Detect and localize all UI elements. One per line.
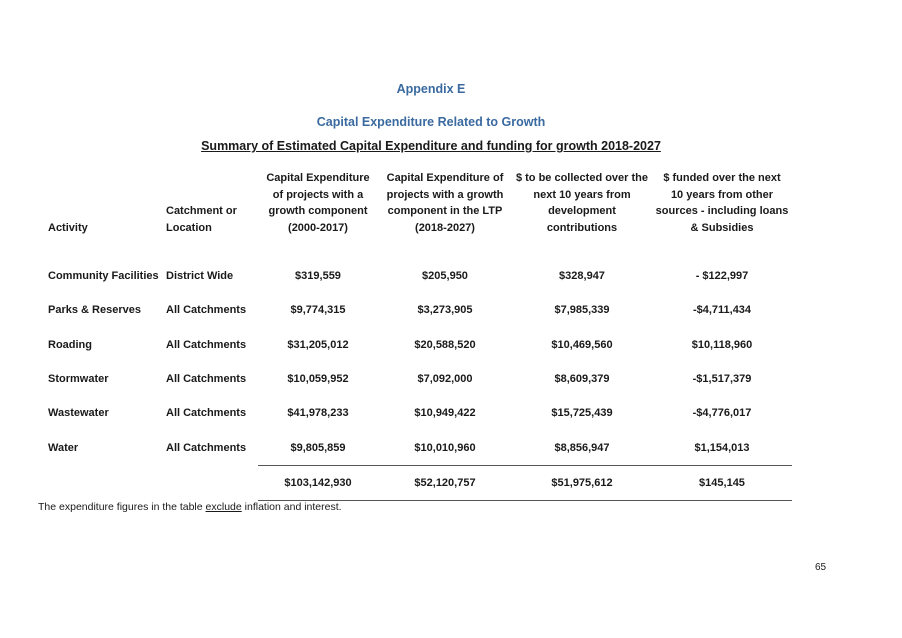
- empty-cell: [162, 465, 258, 500]
- value-cell: -$1,517,379: [692, 373, 752, 386]
- column-header-2: [258, 164, 378, 239]
- table-body: [44, 239, 792, 500]
- column-header-line: Capital Expenditure: [266, 172, 370, 184]
- value-cell: $10,010,960: [414, 441, 476, 454]
- table-row: [44, 430, 792, 465]
- column-header-line: Catchment or: [166, 205, 237, 217]
- table-row: [44, 362, 792, 396]
- table-row: [44, 396, 792, 430]
- column-header-line: of projects with a: [272, 188, 364, 201]
- column-header-4: [512, 164, 652, 239]
- activity-cell: Roading: [48, 338, 92, 351]
- value-cell: $41,978,233: [287, 407, 349, 420]
- value-cell: $8,856,947: [554, 441, 610, 454]
- column-header-line: Location: [166, 221, 212, 234]
- column-header-line: & Subsidies: [690, 221, 754, 234]
- column-header-line: component in the LTP: [387, 205, 503, 217]
- value-cell: $7,985,339: [554, 304, 610, 317]
- column-header-line: (2018-2027): [415, 221, 475, 234]
- totals-row: [44, 465, 792, 500]
- value-cell: $10,059,952: [287, 373, 349, 386]
- value-cell: $10,469,560: [551, 338, 613, 351]
- table-row: [44, 259, 792, 293]
- value-cell: $3,273,905: [417, 304, 473, 317]
- activity-cell: Parks & Reserves: [48, 304, 141, 317]
- value-cell: $328,947: [559, 270, 605, 283]
- value-cell: $205,950: [422, 270, 468, 283]
- column-header-line: development: [548, 205, 616, 217]
- column-header-line: 10 years from other: [670, 188, 774, 201]
- value-cell: $7,092,000: [417, 373, 473, 386]
- location-cell: District Wide: [166, 270, 234, 283]
- activity-cell: Stormwater: [48, 373, 109, 386]
- page-number: 65: [815, 562, 827, 573]
- value-cell: $31,205,012: [287, 338, 349, 351]
- value-cell: $9,774,315: [290, 304, 346, 317]
- empty-cell: [44, 465, 162, 500]
- column-header-line: next 10 years from: [533, 188, 631, 201]
- value-cell: $1,154,013: [694, 441, 750, 454]
- value-cell: - $122,997: [695, 270, 749, 283]
- total-cell: $145,145: [652, 465, 792, 500]
- value-cell: $10,118,960: [691, 338, 753, 351]
- activity-cell: Wastewater: [48, 407, 109, 420]
- activity-cell: Water: [48, 441, 79, 454]
- location-cell: All Catchments: [166, 441, 247, 454]
- footnote-emphasis: exclude: [205, 501, 242, 513]
- table-row: [44, 328, 792, 362]
- section-title: Capital Expenditure Related to Growth: [316, 115, 546, 129]
- location-cell: All Catchments: [166, 338, 247, 351]
- total-cell: $52,120,757: [378, 465, 512, 500]
- column-header-line: contributions: [546, 221, 618, 234]
- value-cell: $319,559: [295, 270, 341, 283]
- location-cell: All Catchments: [166, 304, 247, 317]
- table-row: [44, 293, 792, 327]
- column-header-0: [44, 164, 162, 239]
- column-header-5: [652, 164, 792, 239]
- expenditure-table: [44, 164, 792, 501]
- footnote-start: The expenditure figures in the table: [38, 501, 206, 513]
- location-cell: All Catchments: [166, 373, 247, 386]
- value-cell: $9,805,859: [290, 441, 346, 454]
- value-cell: -$4,776,017: [692, 407, 752, 420]
- table-title: Summary of Estimated Capital Expenditure and funding for growth 2018-2027: [201, 139, 661, 153]
- appendix-title: Appendix E: [396, 82, 466, 96]
- value-cell: $15,725,439: [551, 407, 613, 420]
- column-header-line: Activity: [48, 221, 88, 234]
- value-cell: -$4,711,434: [692, 304, 752, 317]
- location-cell: All Catchments: [166, 407, 247, 420]
- activity-cell: Community Facilities: [48, 270, 159, 283]
- total-cell: $51,975,612: [512, 465, 652, 500]
- column-header-line: growth component: [268, 205, 368, 217]
- footnote-end: inflation and interest.: [241, 501, 342, 513]
- column-header-line: sources - including loans: [655, 205, 789, 217]
- column-header-line: projects with a growth: [386, 188, 504, 201]
- column-header-line: $ funded over the next: [663, 172, 781, 184]
- total-cell: $103,142,930: [258, 465, 378, 500]
- column-header-line: $ to be collected over the: [515, 172, 649, 184]
- column-header-line: (2000-2017): [288, 221, 348, 234]
- value-cell: $10,949,422: [414, 407, 476, 420]
- value-cell: $20,588,520: [414, 338, 476, 351]
- footnote: [38, 501, 342, 513]
- column-header-line: Capital Expenditure of: [386, 172, 504, 184]
- spacer-row: [44, 239, 792, 259]
- column-header-1: [162, 164, 258, 239]
- value-cell: $8,609,379: [554, 373, 610, 386]
- column-header-3: [378, 164, 512, 239]
- header-row: [44, 164, 792, 239]
